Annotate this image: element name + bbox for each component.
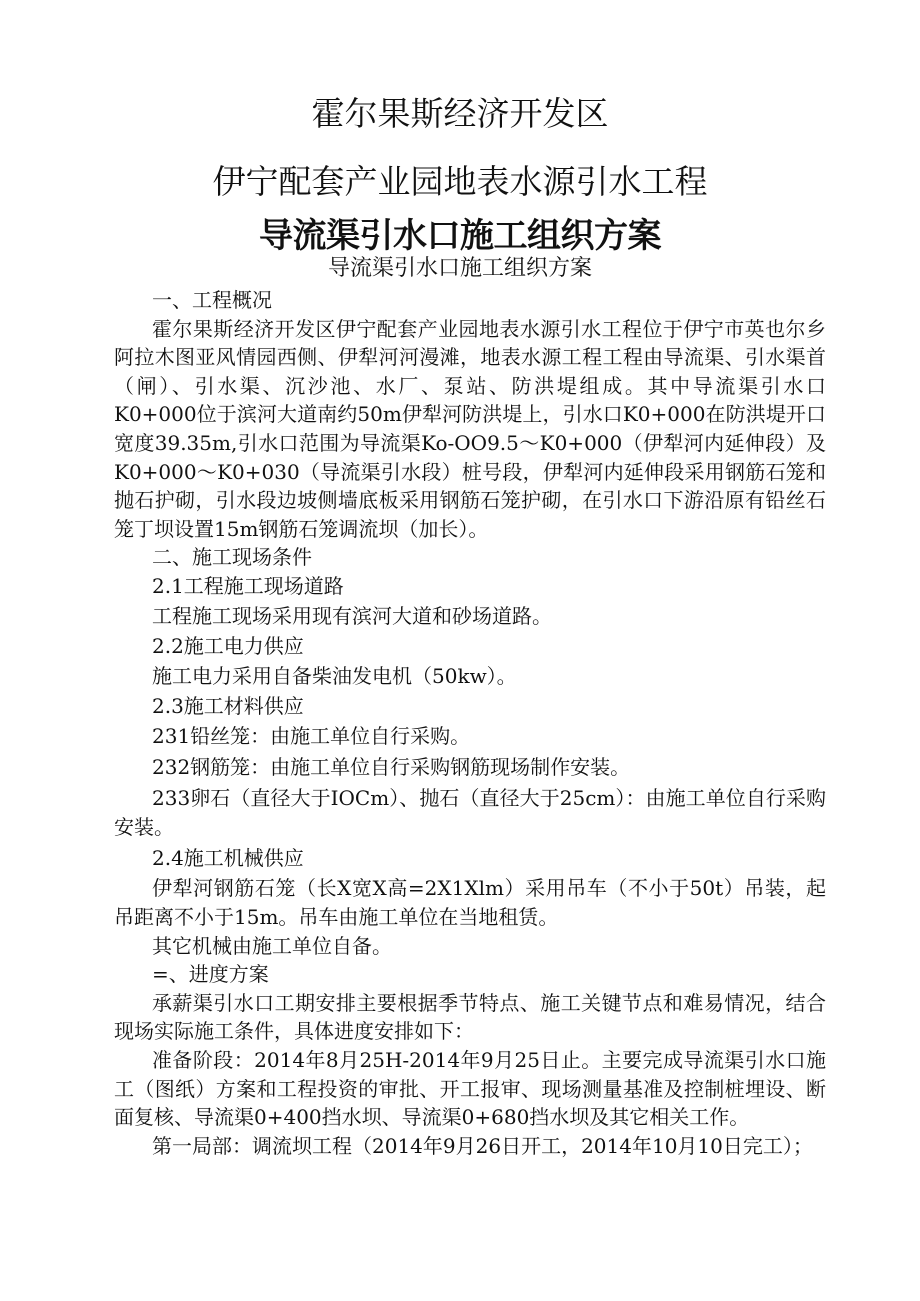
heading-materials: 2.3施工材料供应 bbox=[152, 694, 304, 719]
paragraph-part-one: 第一局部：调流坝工程（2014年9月26日开工，2014年10月10日完工）； bbox=[152, 1133, 813, 1158]
paragraph-preparation: 准备阶段：2014年8月25H-2014年9月25日止。主要完成导流渠引水口施工（图纸）方案和工程投资的审批、开工报审、现场测量基准及控制桩埋设、断面复核、导流渠0+400挡水坝、导流渠0+680挡水坝及其它相关工作。 bbox=[114, 1047, 826, 1130]
title-organization: 霍尔果斯经济开发区 bbox=[311, 94, 609, 133]
heading-site-conditions: 二、施工现场条件 bbox=[152, 545, 312, 570]
paragraph-roads: 工程施工现场采用现有滨河大道和砂场道路。 bbox=[152, 604, 552, 629]
heading-schedule: =、进度方案 bbox=[152, 962, 269, 987]
paragraph-overview: 霍尔果斯经济开发区伊宁配套产业园地表水源引水工程位于伊宁市英也尔乡阿拉木图亚风情园西侧、伊犁河河漫滩，地表水源工程工程由导流渠、引水渠首（闸）、引水渠、沉沙池、水厂、泵站、防洪堤组成。其中导流渠引水口K0+000位于滨河大道南约50m伊犁河防洪堤上，引水口K0+000在防洪堤开口宽度39.35m,引水口范围为导流渠Ko-OO9.5～K0+000（伊犁河内延伸段）及K0+000～K0+030（导流渠引水段）桩号段，伊犁河内延伸段采用钢筋石笼和抛石护砌，引水段边坡侧墙底板采用钢筋石笼护砌，在引水口下游沿原有铅丝石笼丁坝设置15m钢筋石笼调流坝（加长）。 bbox=[114, 316, 826, 541]
document-body bbox=[114, 286, 826, 1160]
heading-power: 2.2施工电力供应 bbox=[152, 634, 304, 659]
paragraph-power: 施工电力采用自备柴油发电机（50kw）。 bbox=[152, 664, 517, 689]
heading-overview: 一、工程概况 bbox=[152, 288, 272, 312]
title-plan-bold: 导流渠引水口施工组织方案 bbox=[259, 216, 661, 256]
heading-machinery: 2.4施工机械供应 bbox=[152, 846, 304, 871]
paragraph-schedule-intro: 承薪渠引水口工期安排主要根据季节特点、施工关键节点和难易情况，结合现场实际施工条件，具体进度安排如下： bbox=[114, 990, 826, 1044]
paragraph-stones: 233卵石（直径大于IOCm）、抛石（直径大于25cm）：由施工单位自行采购安装。 bbox=[114, 786, 826, 839]
paragraph-wire-cage: 231铅丝笼：由施工单位自行采购。 bbox=[152, 724, 471, 749]
paragraph-crane: 伊犁河钢筋石笼（长X宽X高=2X1Xlm）采用吊车（不小于50t）吊装，起吊距离不小于15m。吊车由施工单位在当地租赁。 bbox=[114, 876, 826, 929]
paragraph-other-machinery: 其它机械由施工单位自备。 bbox=[152, 933, 392, 958]
paragraph-steel-cage: 232钢筋笼：由施工单位自行采购钢筋现场制作安装。 bbox=[152, 754, 631, 779]
title-project: 伊宁配套产业园地表水源引水工程 bbox=[212, 162, 708, 201]
heading-roads: 2.1工程施工现场道路 bbox=[152, 573, 344, 598]
title-plan-subtitle: 导流渠引水口施工组织方案 bbox=[327, 256, 592, 281]
